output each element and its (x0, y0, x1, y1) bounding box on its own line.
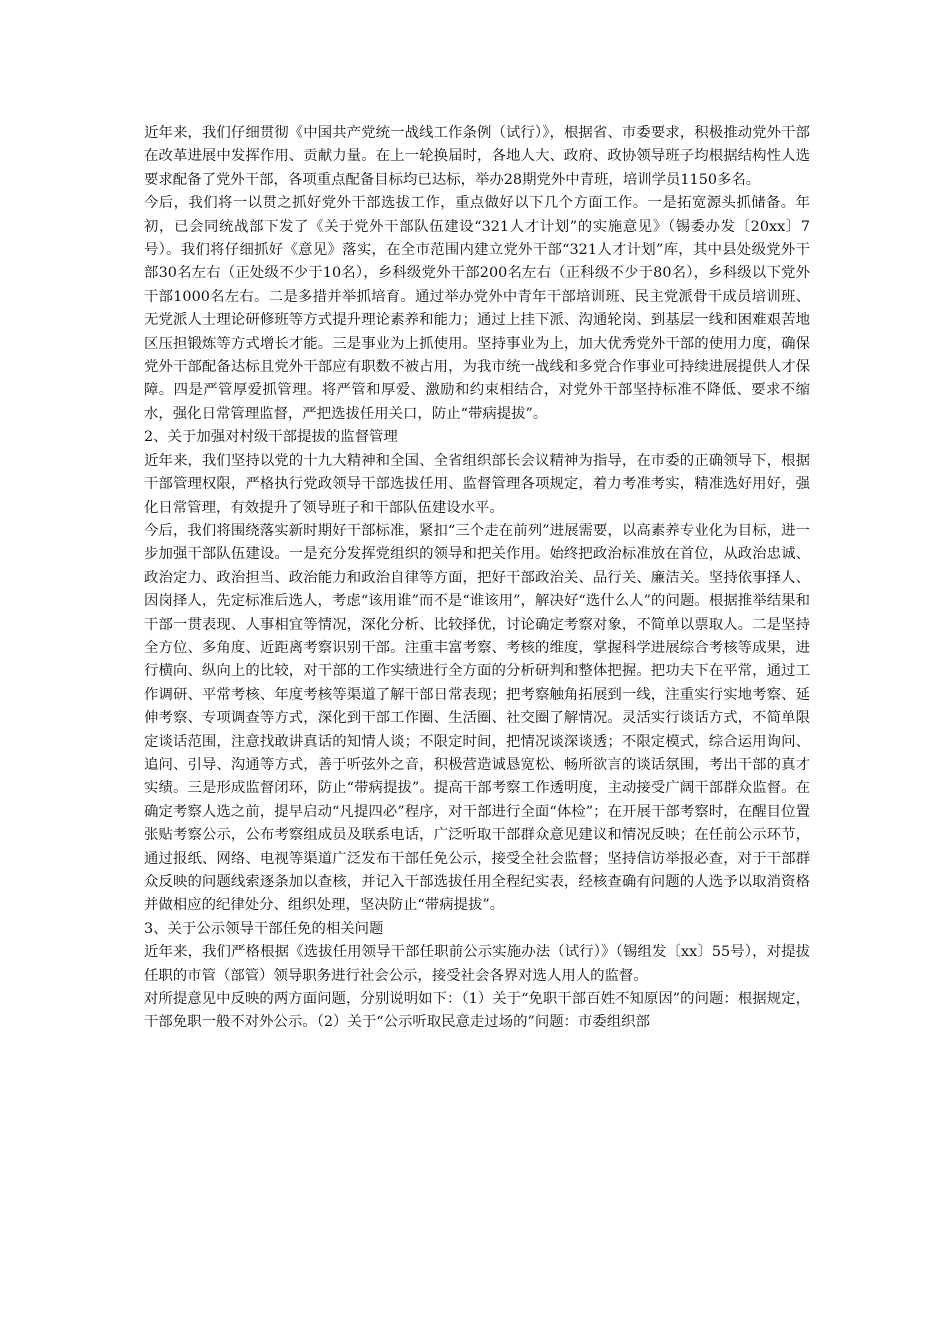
document-page (144, 122, 810, 1035)
paragraph-2-1: 近年来，我们坚持以党的十九大精神和全国、全省组织部长会议精神为指导，在市委的正确领导下，根据干部管理权限，严格执行党政领导干部选拔任用、监督管理各项规定，着力考准考实，精准选好用好，强化日常管理，有效提升了领导班子和干部队伍建设水平。 (144, 452, 810, 516)
section-heading-2: 2、关于加强对村级干部提拔的监督管理 (144, 429, 398, 446)
paragraph-2-2: 今后，我们将围绕落实新时期好干部标准，紧扣“三个走在前列”进展需要，以高素养专业化为目标，进一步加强干部队伍建设。一是充分发挥党组织的领导和把关作用。始终把政治标准放在首位，从政治忠诚、政治定力、政治担当、政治能力和政治自律等方面，把好干部政治关、品行关、廉洁关。坚持依事择人、因岗择人，先定标准后选人，考虑“该用谁”而不是“谁该用”，解决好“选什么人”的问题。根据推举结果和干部一贯表现、人事相宜等情况，深化分析、比较择优，讨论确定考察对象，不简单以票取人。二是坚持全方位、多角度、近距离考察识别干部。注重丰富考察、考核的维度，掌握科学进展综合考核等成果，进行横向、纵向上的比较，对干部的工作实绩进行全方面的分析研判和整体把握。把功夫下在平常，通过工作调研、平常考核、年度考核等渠道了解干部日常表现；把考察触角拓展到一线，注重实行实地考察、延伸考察、专项调查等方式，深化到干部工作圈、生活圈、社交圈了解情况。灵活实行谈话方式，不简单限定谈话范围，注意找敢讲真话的知情人谈；不限定时间，把情况谈深谈透；不限定模式，综合运用询问、追问、引导、沟通等方式，善于听弦外之音，积极营造诚恳宽松、畅所欲言的谈话氛围，考出干部的真才实绩。三是形成监督闭环，防止“带病提拔”。提高干部考察工作透明度，主动接受广阔干部群众监督。在确定考察人选之前，提早启动“凡提四必”程序，对干部进行全面“体检”；在开展干部考察时，在醒目位置张贴考察公示，公布考察组成员及联系电话，广泛听取干部群众意见建议和情况反映；在任前公示环节，通过报纸、网络、电视等渠道广泛发布干部任免公示，接受全社会监督；坚持信访举报必查，对于干部群众反映的问题线索逐条加以查核，并记入干部选拔任用全程纪实表，经核查确有问题的人选予以取消资格并做相应的纪律处分、组织处理，坚决防止“带病提拔”。 (144, 522, 810, 914)
section-heading-3: 3、关于公示领导干部任免的相关问题 (144, 920, 384, 937)
paragraph-3-2: 对所提意见中反映的两方面问题，分别说明如下：（1）关于“免职干部百姓不知原因”的问题：根据规定，干部免职一般不对外公示。（2）关于“公示听取民意走过场的”问题：市委组织部 (144, 991, 810, 1031)
paragraph-1-2: 今后，我们将一以贯之抓好党外干部选拔工作，重点做好以下几个方面工作。一是拓宽源头抓储备。年初，已会同统战部下发了《关于党外干部队伍建设“321人才计划”的实施意见》（锡委办发〔20xx〕7号）。我们将仔细抓好《意见》落实，在全市范围内建立党外干部“321人才计划”库，其中县处级党外干部30名左右（正处级不少于10名），乡科级党外干部200名左右（正科级不少于80名），乡科级以下党外干部1000名左右。二是多措并举抓培育。通过举办党外中青年干部培训班、民主党派骨干成员培训班、无党派人士理论研修班等方式提升理论素养和能力；通过上挂下派、沟通轮岗、到基层一线和困难艰苦地区压担锻炼等方式增长才能。三是事业为上抓使用。坚持事业为上，加大优秀党外干部的使用力度，确保党外干部配备达标且党外干部应有职数不被占用，为我市统一战线和多党合作事业可持续进展提供人才保障。四是严管厚爱抓管理。将严管和厚爱、激励和约束相结合，对党外干部坚持标准不降低、要求不缩水，强化日常管理监督，严把选拔任用关口，防止“带病提拔”。 (144, 195, 810, 422)
paragraph-1-1: 近年来，我们仔细贯彻《中国共产党统一战线工作条例（试行）》，根据省、市委要求，积极推动党外干部在改革进展中发挥作用、贡献力量。在上一轮换届时，各地人大、政府、政协领导班子均根据结构性人选要求配备了党外干部，各项重点配备目标均已达标，举办28期党外中青班，培训学员1150多名。 (144, 125, 810, 188)
paragraph-3-1: 近年来，我们严格根据《选拔任用领导干部任职前公示实施办法（试行）》（锡组发〔xx〕55号），对提拔任职的市管（部管）领导职务进行社会公示，接受社会各界对选人用人的监督。 (144, 944, 810, 984)
